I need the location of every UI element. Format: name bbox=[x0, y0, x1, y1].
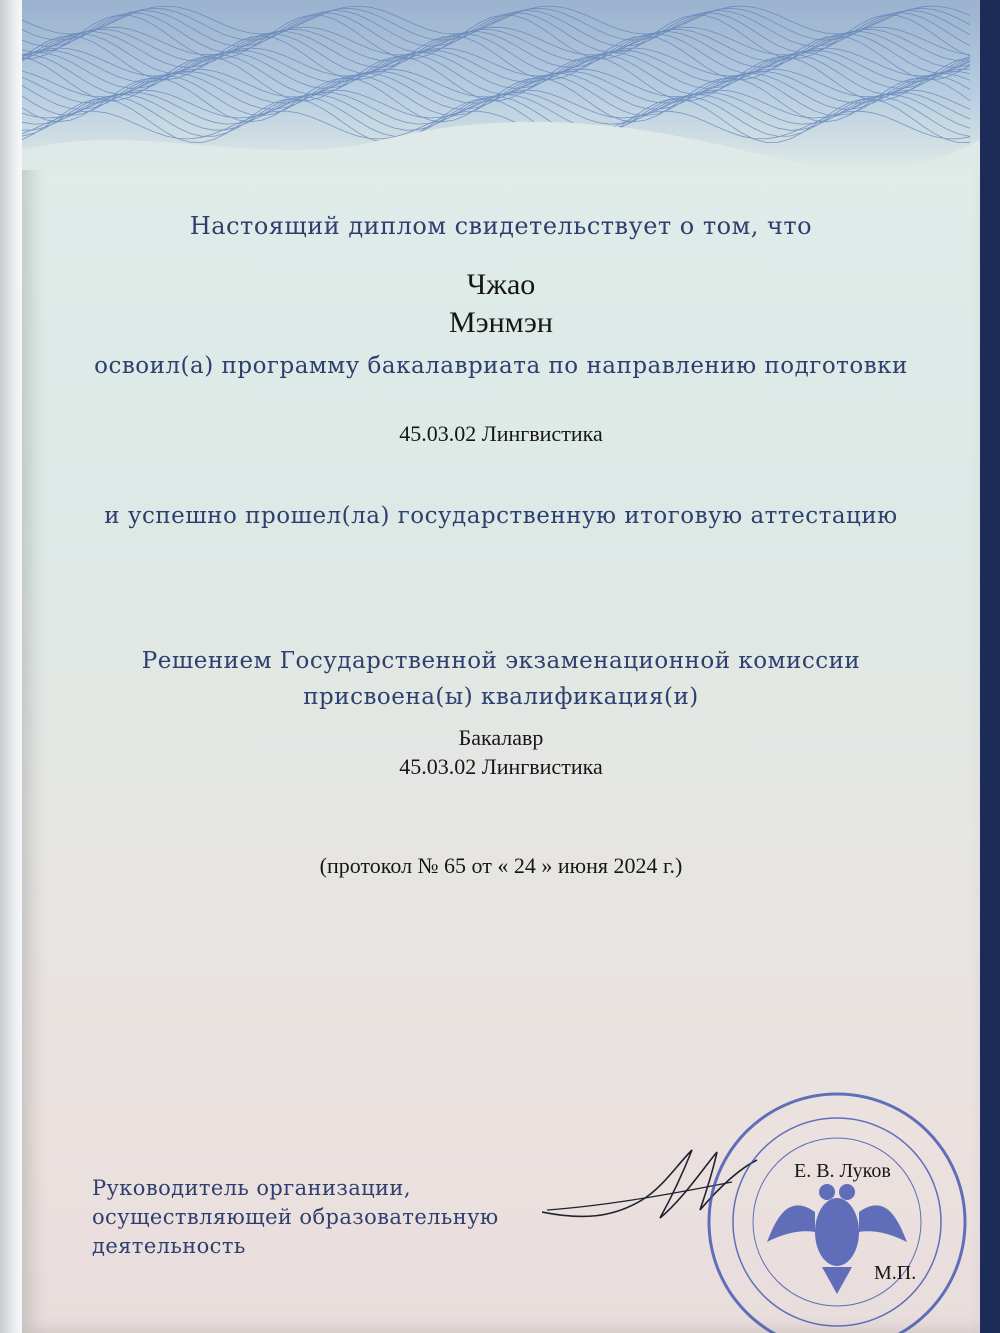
qualification-program: 45.03.02 Лингвистика bbox=[399, 754, 603, 779]
attestation-line: и успешно прошел(ла) государственную итоговую аттестацию bbox=[104, 503, 898, 529]
program-name: 45.03.02 Лингвистика bbox=[399, 421, 603, 446]
intro-text: Настоящий диплом свидетельствует о том, что bbox=[189, 212, 813, 240]
guilloche-pattern bbox=[22, 0, 980, 170]
assigned-line: присвоена(ы) квалификация(и) bbox=[303, 684, 699, 710]
signatory-label-3: деятельность bbox=[92, 1234, 246, 1258]
decision-line: Решением Государственной экзаменационной комиссии bbox=[141, 648, 861, 674]
diploma-page bbox=[22, 0, 980, 1333]
program-line: освоил(а) программу бакалавриата по направлению подготовки bbox=[94, 353, 908, 379]
signatory-label-1: Руководитель организации, bbox=[92, 1176, 411, 1200]
signatory-name: Е. В. Луков bbox=[794, 1160, 891, 1182]
security-pattern-band bbox=[22, 0, 980, 170]
official-seal bbox=[687, 1072, 980, 1333]
given-name: Мэнмэн bbox=[449, 306, 553, 339]
surname: Чжао bbox=[466, 268, 536, 301]
seal-mark: М.П. bbox=[874, 1262, 917, 1284]
qualification: Бакалавр bbox=[458, 725, 544, 750]
protocol-line: (протокол № 65 от « 24 » июня 2024 г.) bbox=[319, 853, 683, 878]
signatory-label-2: осуществляющей образовательную bbox=[92, 1205, 499, 1229]
